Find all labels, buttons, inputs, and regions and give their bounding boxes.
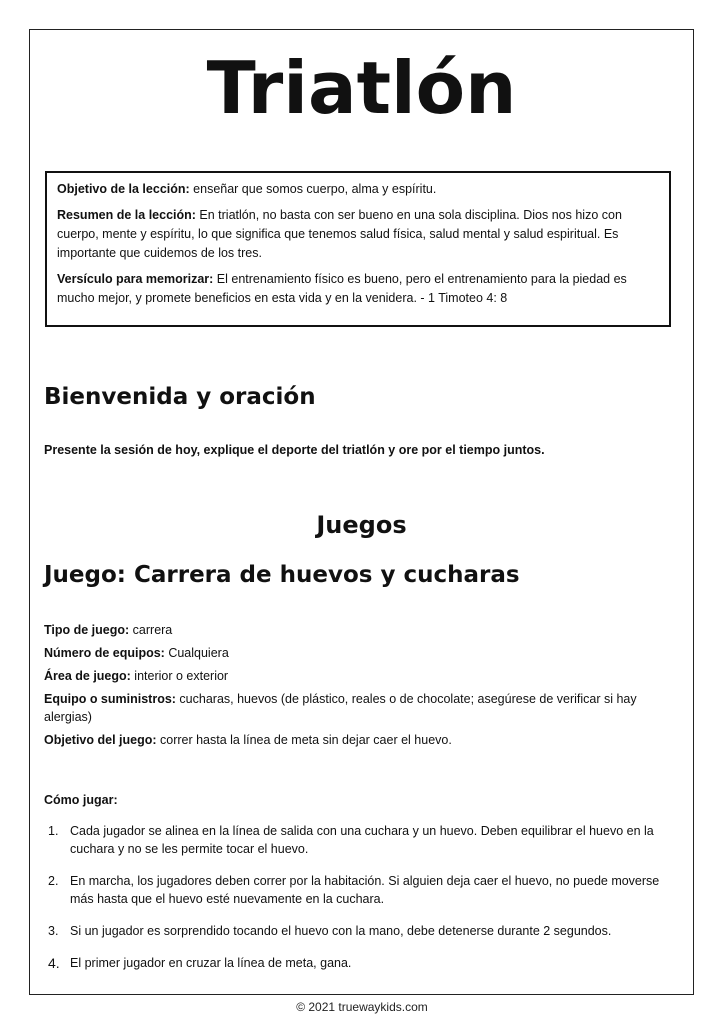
memory-verse-text: El entrenamiento físico es bueno, pero el entrenamiento para la piedad es mucho mejor, y promete beneficios en esta vida y en la venidera. - 1 Timoteo 4: 8 <box>57 272 627 305</box>
detail-team-count <box>44 644 674 662</box>
page-title: Triatlón <box>206 46 517 130</box>
step-number: 2. <box>48 874 59 888</box>
detail-value: correr hasta la línea de meta sin dejar caer el huevo. <box>156 733 452 747</box>
step-text: Si un jugador es sorprendido tocando el huevo con la mano, debe detenerse durante 2 segundos. <box>70 924 612 938</box>
detail-label: Objetivo del juego: <box>44 733 157 747</box>
lesson-objective-label: Objetivo de la lección: <box>57 182 190 196</box>
detail-label: Área de juego: <box>44 669 131 683</box>
how-to-play-title: Cómo jugar: <box>44 793 118 807</box>
list-item <box>44 872 684 908</box>
step-number: 4. <box>48 955 60 971</box>
step-text: En marcha, los jugadores deben correr por la habitación. Si alguien deja caer el huevo, no puede moverse más hasta que el huevo esté nuevamente en la cuchara. <box>70 874 660 906</box>
detail-value: interior o exterior <box>130 669 229 683</box>
step-text: El primer jugador en cruzar la línea de meta, gana. <box>70 956 352 970</box>
lesson-resume-text: En triatlón, no basta con ser bueno en una sola disciplina. Dios nos hizo con cuerpo, mente y espíritu, lo que significa que tenemos salud física, salud mental y salud espiritual. Es importante que cuidemos de los tres. <box>57 208 622 260</box>
detail-play-area <box>44 667 674 685</box>
step-text: Cada jugador se alinea en la línea de salida con una cuchara y un huevo. Deben equilibrar el huevo en la cuchara y no se les permite tocar el huevo. <box>70 824 654 856</box>
detail-value: carrera <box>129 623 173 637</box>
detail-value: cucharas, huevos (de plástico, reales o de chocolate; asegúrese de verificar si hay alergias) <box>44 692 637 724</box>
lesson-summary-box <box>45 171 671 327</box>
copyright-footer: © 2021 truewaykids.com <box>296 1000 428 1014</box>
detail-game-objective <box>44 731 674 749</box>
list-item <box>44 822 684 858</box>
welcome-text: Presente la sesión de hoy, explique el deporte del triatlón y ore por el tiempo juntos. <box>44 443 545 457</box>
detail-label: Tipo de juego: <box>44 623 130 637</box>
games-heading: Juegos <box>316 511 407 539</box>
step-number: 1. <box>48 824 59 838</box>
steps-list <box>44 822 684 986</box>
game-title: Juego: Carrera de huevos y cucharas <box>44 562 520 588</box>
lesson-resume <box>57 206 659 263</box>
welcome-heading: Bienvenida y oración <box>44 384 316 410</box>
memory-verse-label: Versículo para memorizar: <box>57 272 214 286</box>
list-item <box>44 922 684 940</box>
lesson-resume-label: Resumen de la lección: <box>57 208 196 222</box>
detail-game-type <box>44 621 674 639</box>
detail-value: Cualquiera <box>164 646 229 660</box>
lesson-objective <box>57 180 659 199</box>
game-details <box>44 621 674 754</box>
detail-label: Número de equipos: <box>44 646 165 660</box>
detail-label: Equipo o suministros: <box>44 692 176 706</box>
detail-supplies <box>44 690 674 726</box>
lesson-objective-text: enseñar que somos cuerpo, alma y espíritu. <box>189 182 437 196</box>
step-number: 3. <box>48 924 59 938</box>
list-item <box>44 954 684 972</box>
memory-verse <box>57 270 659 308</box>
